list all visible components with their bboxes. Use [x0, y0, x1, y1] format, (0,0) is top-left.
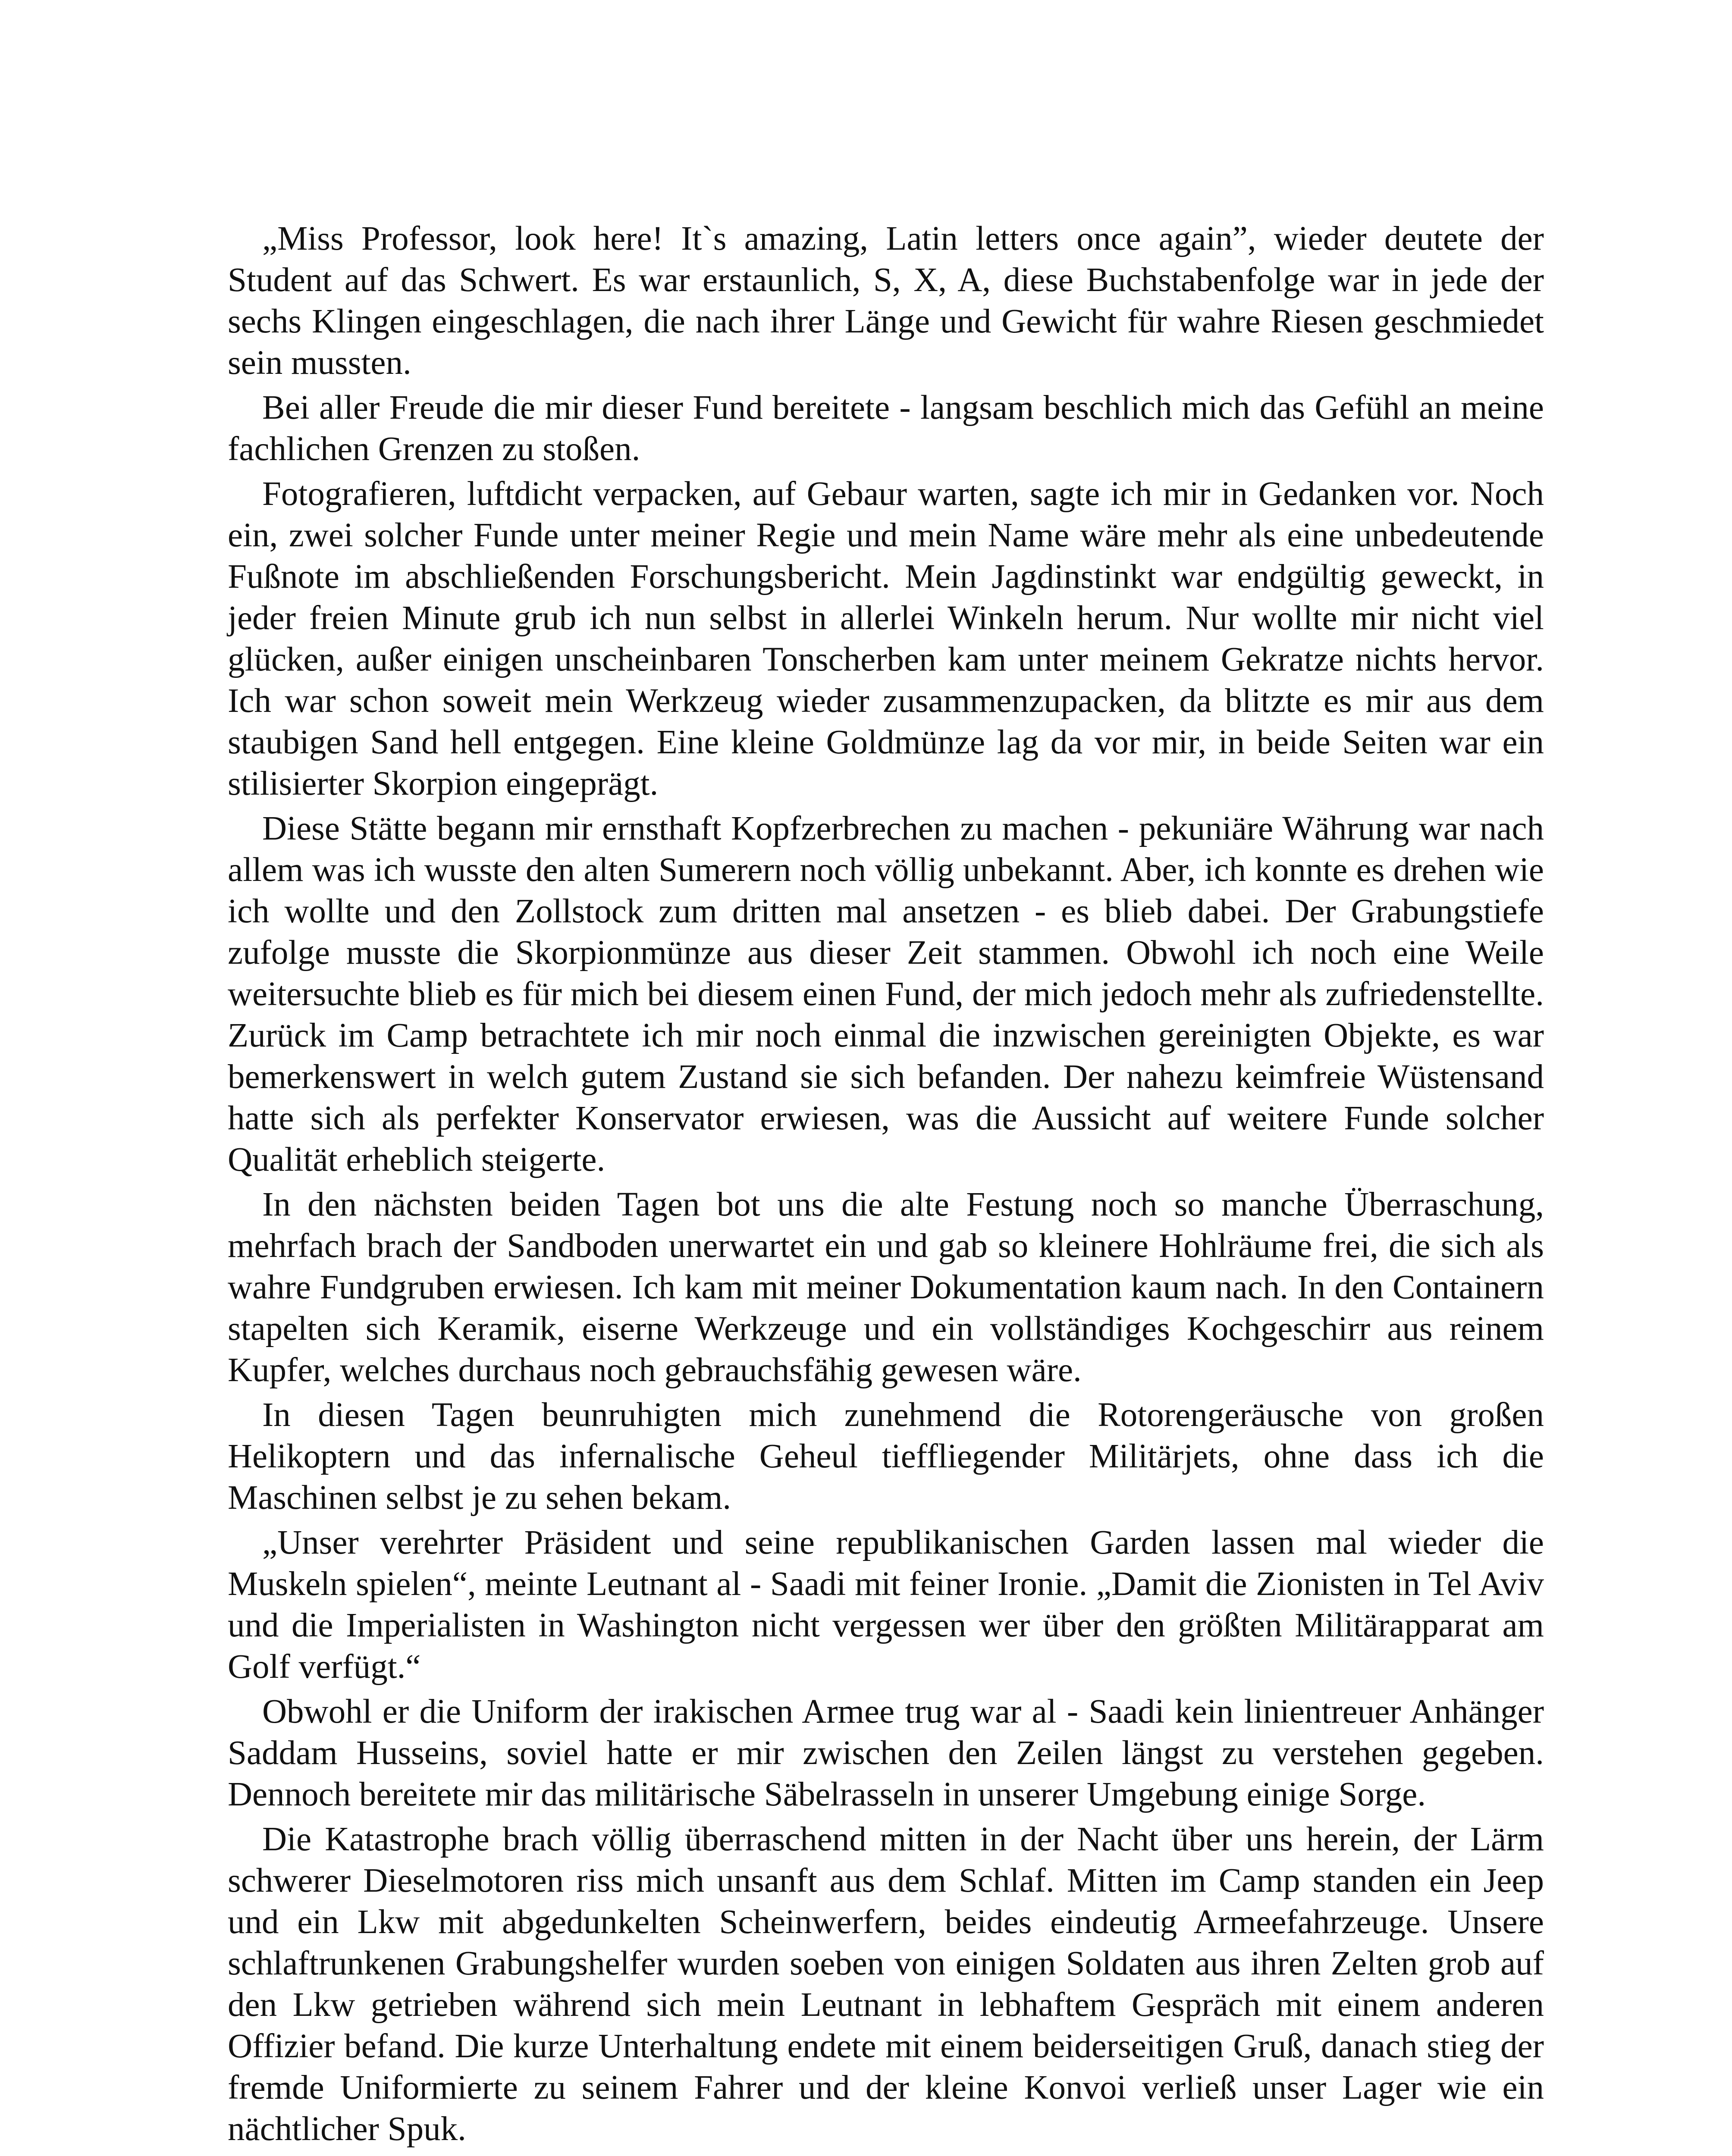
paragraph-8: Obwohl er die Uniform der irakischen Armee trug war al - Saadi kein linientreuer Anhänger Saddam Husseins, soviel hatte er mir zwischen den Zeilen längst zu verstehen gegeben. Dennoch bereitete mir das militärische Säbelrasseln in unserer Umgebung einige Sorge.: [228, 1693, 1544, 1813]
paragraph-2: Bei aller Freude die mir dieser Fund bereitete - langsam beschlich mich das Gefühl an meine fachlichen Grenzen zu stoßen.: [228, 389, 1544, 468]
paragraph-5: In den nächsten beiden Tagen bot uns die alte Festung noch so manche Überraschung, mehrfach brach der Sandboden unerwartet ein und gab so kleinere Hohlräume frei, die sich als wahre Fundgruben erwiesen. Ich kam mit meiner Dokumentation kaum nach. In den Containern stapelten sich Keramik, eiserne Werkzeuge und ein vollständiges Kochgeschirr aus reinem Kupfer, welches durchaus noch gebrauchsfähig gewesen wäre.: [228, 1186, 1544, 1389]
paragraph-7: „Unser verehrter Präsident und seine republikanischen Garden lassen mal wieder die Muskeln spielen“, meinte Leutnant al - Saadi mit feiner Ironie. „Damit die Zionisten in Tel Aviv und die Imperialisten in Washington nicht vergessen wer über den größten Militärapparat am Golf verfügt.“: [228, 1524, 1544, 1686]
paragraph-4: Diese Stätte begann mir ernsthaft Kopfzerbrechen zu machen - pekuniäre Währung war nach allem was ich wusste den alten Sumerern noch völlig unbekannt. Aber, ich konnte es drehen wie ich wollte und den Zollstock zum dritten mal ansetzen - es blieb dabei. Der Grabungstiefe zufolge musste die Skorpionmünze aus dieser Zeit stammen. Obwohl ich noch eine Weile weitersuchte blieb es für mich bei diesem einen Fund, der mich jedoch mehr als zufriedenstellte. Zurück im Camp betrachtete ich mir noch einmal die inzwischen gereinigten Objekte, es war bemerkenswert in welch gutem Zustand sie sich befanden. Der nahezu keimfreie Wüstensand hatte sich als perfekter Konservator erwiesen, was die Aussicht auf weitere Funde solcher Qualität erheblich steigerte.: [228, 810, 1544, 1178]
paragraph-3: Fotografieren, luftdicht verpacken, auf Gebaur warten, sagte ich mir in Gedanken vor. Noch ein, zwei solcher Funde unter meiner Regie und mein Name wäre mehr als eine unbedeutende Fußnote im abschließenden Forschungsbericht. Mein Jagdinstinkt war endgültig geweckt, in jeder freien Minute grub ich nun selbst in allerlei Winkeln herum. Nur wollte mir nicht viel glücken, außer einigen unscheinbaren Tonscherben kam unter meinem Gekratze nichts hervor. Ich war schon soweit mein Werkzeug wieder zusammenzupacken, da blitzte es mir aus dem staubigen Sand hell entgegen. Eine kleine Goldmünze lag da vor mir, in beide Seiten war ein stilisierter Skorpion eingeprägt.: [228, 475, 1544, 802]
paragraph-6: In diesen Tagen beunruhigten mich zunehmend die Rotorengeräusche von großen Helikoptern und das infernalische Geheul tieffliegender Militärjets, ohne dass ich die Maschinen selbst je zu sehen bekam.: [228, 1396, 1544, 1517]
paragraph-1: „Miss Professor, look here! It`s amazing, Latin letters once again”, wieder deutete der Student auf das Schwert. Es war erstaunlich, S, X, A, diese Buchstabenfolge war in jede der sechs Klingen eingeschlagen, die nach ihrer Länge und Gewicht für wahre Riesen geschmiedet sein mussten.: [228, 220, 1544, 382]
paragraph-9: Die Katastrophe brach völlig überraschend mitten in der Nacht über uns herein, der Lärm schwerer Dieselmotoren riss mich unsanft aus dem Schlaf. Mitten im Camp standen ein Jeep und ein Lkw mit abgedunkelten Scheinwerfern, beides eindeutig Armeefahrzeuge. Unsere schlaftrunkenen Grabungshelfer wurden soeben von einigen Soldaten aus ihren Zelten grob auf den Lkw getrieben während sich mein Leutnant in lebhaftem Gespräch mit einem anderen Offizier befand. Die kurze Unterhaltung endete mit einem beiderseitigen Gruß, danach stieg der fremde Uniformierte zu seinem Fahrer und der kleine Konvoi verließ unser Lager wie ein nächtlicher Spuk.: [228, 1821, 1544, 2148]
body-text: [228, 218, 1544, 2153]
